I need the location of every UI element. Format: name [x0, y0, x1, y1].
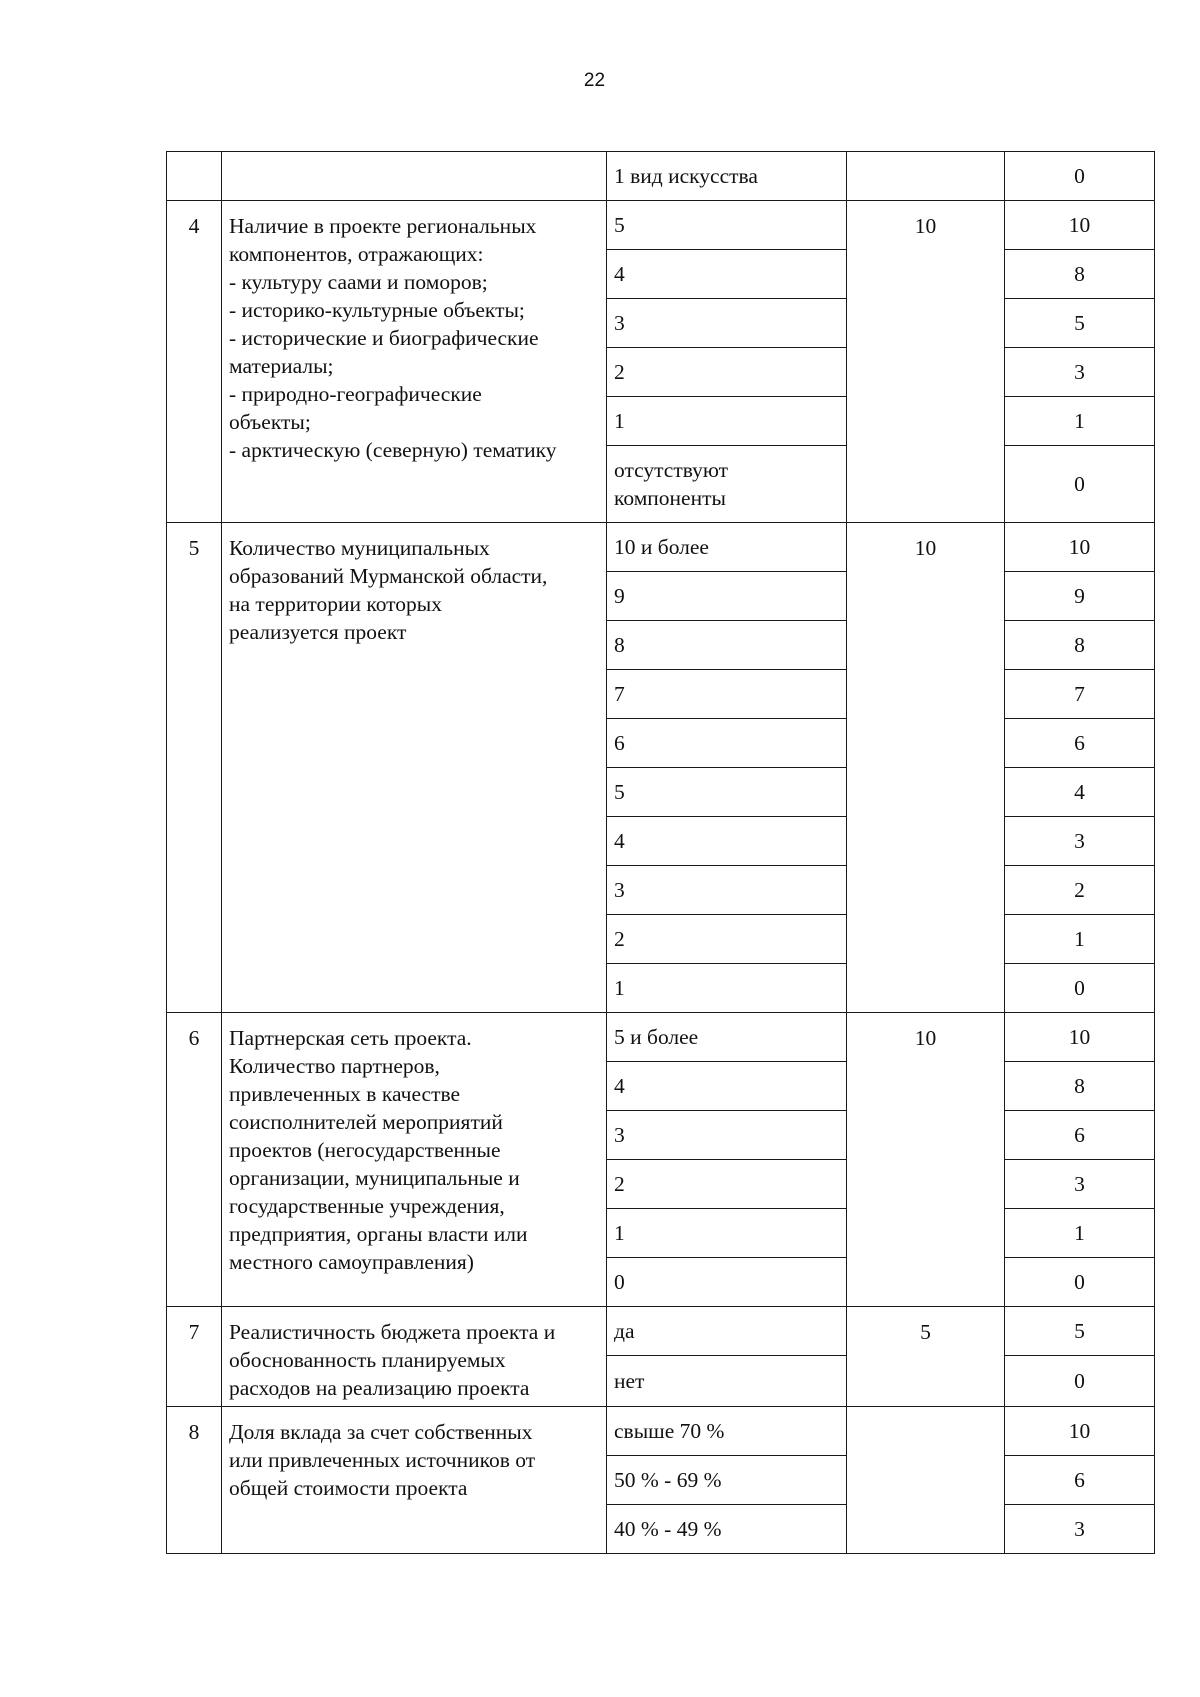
score-value: 6 — [1005, 1456, 1155, 1505]
score-value: 8 — [1005, 1062, 1155, 1111]
table-row — [167, 1013, 1155, 1062]
score-value: 10 — [1005, 201, 1155, 250]
criterion-line: реализуется проект — [229, 620, 407, 644]
option-value: 0 — [607, 1258, 847, 1307]
score-value: 1 — [1005, 1209, 1155, 1258]
score-value: 0 — [1005, 152, 1155, 201]
option-value: нет — [607, 1356, 847, 1407]
score-value: 9 — [1005, 572, 1155, 621]
score-value: 10 — [1005, 1407, 1155, 1456]
score-value: 0 — [1005, 1258, 1155, 1307]
option-value: 5 — [607, 768, 847, 817]
score-value: 5 — [1005, 299, 1155, 348]
criterion-description — [222, 152, 607, 201]
score-value: 5 — [1005, 1307, 1155, 1356]
option-value: 2 — [607, 1160, 847, 1209]
max-score — [847, 152, 1005, 201]
criterion-line: Количество муниципальных — [229, 536, 490, 560]
score-value: 10 — [1005, 523, 1155, 572]
score-value: 6 — [1005, 1111, 1155, 1160]
option-value: 3 — [607, 1111, 847, 1160]
criterion-number — [167, 152, 222, 201]
criterion-line: - историко-культурные объекты; — [229, 298, 525, 322]
max-score: 10 — [847, 523, 1005, 1013]
score-value: 7 — [1005, 670, 1155, 719]
criterion-number: 5 — [167, 523, 222, 1013]
criterion-line: - природно-географические — [229, 382, 482, 406]
option-value: да — [607, 1307, 847, 1356]
score-value: 6 — [1005, 719, 1155, 768]
score-value: 1 — [1005, 397, 1155, 446]
option-value: 4 — [607, 817, 847, 866]
option-value: отсутствуют компоненты — [607, 446, 847, 523]
max-score: 10 — [847, 1013, 1005, 1307]
criterion-line: материалы; — [229, 354, 334, 378]
criterion-line: Доля вклада за счет собственных — [229, 1420, 533, 1444]
criterion-line: - арктическую (северную) тематику — [229, 438, 557, 462]
max-score — [847, 1407, 1005, 1554]
score-value: 3 — [1005, 348, 1155, 397]
max-score: 5 — [847, 1307, 1005, 1407]
criterion-description — [222, 1307, 607, 1407]
option-value: 3 — [607, 866, 847, 915]
score-value: 0 — [1005, 446, 1155, 523]
score-value: 8 — [1005, 621, 1155, 670]
criterion-line: соисполнителей мероприятий — [229, 1110, 503, 1134]
criterion-description — [222, 523, 607, 1013]
criterion-line: местного самоуправления) — [229, 1250, 474, 1274]
option-value: 4 — [607, 1062, 847, 1111]
option-value: 50 % - 69 % — [607, 1456, 847, 1505]
criterion-description — [222, 1013, 607, 1307]
option-value: 40 % - 49 % — [607, 1505, 847, 1554]
criterion-line: общей стоимости проекта — [229, 1476, 468, 1500]
option-value: 1 вид искусства — [607, 152, 847, 201]
criterion-number: 8 — [167, 1407, 222, 1554]
score-value: 0 — [1005, 964, 1155, 1013]
score-value: 8 — [1005, 250, 1155, 299]
criterion-number: 4 — [167, 201, 222, 523]
option-value: свыше 70 % — [607, 1407, 847, 1456]
criterion-number: 6 — [167, 1013, 222, 1307]
criterion-line: обоснованность планируемых — [229, 1348, 506, 1372]
criterion-line: - исторические и биографические — [229, 326, 539, 350]
option-value: 3 — [607, 299, 847, 348]
criterion-line: Наличие в проекте региональных — [229, 214, 537, 238]
score-value: 2 — [1005, 866, 1155, 915]
table-row — [167, 523, 1155, 572]
option-value: 9 — [607, 572, 847, 621]
criterion-line: Количество партнеров, — [229, 1054, 440, 1078]
criterion-line: Партнерская сеть проекта. — [229, 1026, 472, 1050]
score-value: 3 — [1005, 1160, 1155, 1209]
score-value: 1 — [1005, 915, 1155, 964]
option-value: 6 — [607, 719, 847, 768]
table-row — [167, 201, 1155, 250]
score-value: 3 — [1005, 817, 1155, 866]
option-value: 7 — [607, 670, 847, 719]
option-value: 8 — [607, 621, 847, 670]
option-value: 2 — [607, 348, 847, 397]
option-value: 1 — [607, 964, 847, 1013]
criterion-line: привлеченных в качестве — [229, 1082, 461, 1106]
criterion-line: проектов (негосударственные — [229, 1138, 501, 1162]
criterion-line: объекты; — [229, 410, 311, 434]
option-value: 2 — [607, 915, 847, 964]
page-number: 22 — [583, 70, 606, 91]
score-value: 3 — [1005, 1505, 1155, 1554]
option-value: 5 — [607, 201, 847, 250]
table-row — [167, 1407, 1155, 1456]
criterion-line: на территории которых — [229, 592, 442, 616]
score-value: 4 — [1005, 768, 1155, 817]
criterion-line: организации, муниципальные и — [229, 1166, 520, 1190]
option-value: 5 и более — [607, 1013, 847, 1062]
criteria-table — [166, 151, 1155, 1554]
criterion-line: государственные учреждения, — [229, 1194, 505, 1218]
option-value: 1 — [607, 1209, 847, 1258]
score-value: 0 — [1005, 1356, 1155, 1407]
criterion-line: Реалистичность бюджета проекта и — [229, 1320, 556, 1344]
criterion-line: - культуру саами и поморов; — [229, 270, 488, 294]
max-score: 10 — [847, 201, 1005, 523]
criterion-line: или привлеченных источников от — [229, 1448, 536, 1472]
option-value: 1 — [607, 397, 847, 446]
criterion-line: образований Мурманской области, — [229, 564, 548, 588]
option-value: 10 и более — [607, 523, 847, 572]
option-value: 4 — [607, 250, 847, 299]
criterion-description — [222, 1407, 607, 1554]
table-row — [167, 1307, 1155, 1356]
criterion-description — [222, 201, 607, 523]
table-row — [167, 152, 1155, 201]
criterion-line: компонентов, отражающих: — [229, 242, 484, 266]
criterion-number: 7 — [167, 1307, 222, 1407]
criterion-line: расходов на реализацию проекта — [229, 1376, 530, 1400]
score-value: 10 — [1005, 1013, 1155, 1062]
criterion-line: предприятия, органы власти или — [229, 1222, 528, 1246]
